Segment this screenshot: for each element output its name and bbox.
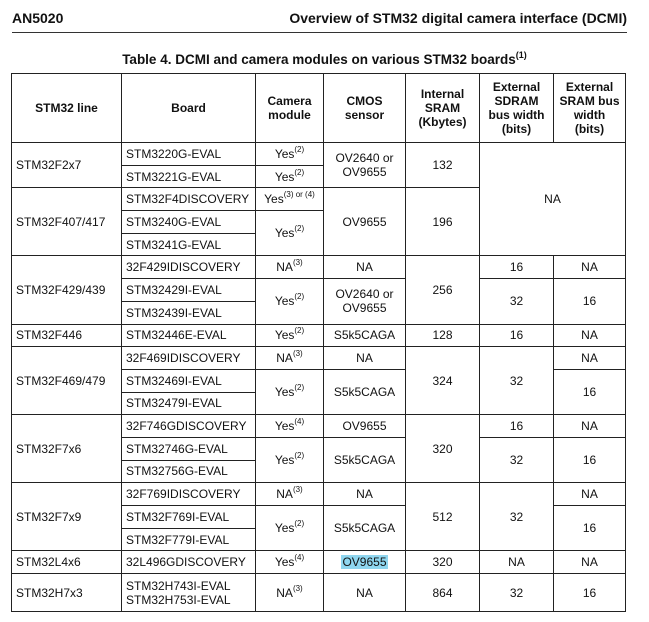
cell-board: STM32F769I-EVAL <box>122 506 256 529</box>
cell-sram: 864 <box>406 574 480 612</box>
cell-board: STM32F779I-EVAL <box>122 528 256 551</box>
cell-camera: Yes$^{(2)}$ <box>256 143 324 166</box>
cell-board: STM32439I-EVAL <box>122 301 256 324</box>
cell-camera: Yes$^{(2)}$ <box>256 279 324 324</box>
cell-camera: Yes$^{(2)}$ <box>256 211 324 256</box>
cell-sram: 320 <box>406 551 480 574</box>
table-row <box>12 483 626 506</box>
cell-sram: 132 <box>406 143 480 188</box>
cell-camera: Yes$^{(2)}$ <box>256 165 324 188</box>
cell-board: STM32469I-EVAL <box>122 369 256 392</box>
cell-camera: NA$^{(3)}$ <box>256 574 324 612</box>
header-row <box>12 74 626 143</box>
cell-sensor: OV9655 <box>324 415 406 438</box>
cell-sensor-highlighted <box>324 551 406 574</box>
cell-camera: NA$^{(3)}$ <box>256 483 324 506</box>
cell-line: STM32F7x6 <box>12 415 122 483</box>
cell-camera: Yes$^{(4)}$ <box>256 415 324 438</box>
table-row <box>12 143 626 166</box>
cell-ext-sram: 16 <box>554 369 626 414</box>
cell-line: STM32H7x3 <box>12 574 122 612</box>
cell-camera: Yes$^{(2)}$ <box>256 437 324 482</box>
cell-ext-sram: 16 <box>554 437 626 482</box>
cell-sdram: 16 <box>480 324 554 347</box>
cell-ext-sram: NA <box>554 324 626 347</box>
cell-camera: NA$^{(3)}$ <box>256 347 324 370</box>
cell-line: STM32F7x9 <box>12 483 122 551</box>
cell-ext-sram: NA <box>554 415 626 438</box>
col-header: STM32 line <box>12 74 122 143</box>
cell-sdram: NA <box>480 551 554 574</box>
cell-board: STM3220G-EVAL <box>122 143 256 166</box>
cell-sensor: OV2640 or OV9655 <box>324 279 406 324</box>
cell-board: STM32H743I-EVAL STM32H753I-EVAL <box>122 574 256 612</box>
dcmi-table <box>11 73 626 612</box>
cell-sensor: NA <box>324 574 406 612</box>
cell-sram: 320 <box>406 415 480 483</box>
header-rule <box>12 32 627 33</box>
cell-camera: Yes$^{(4)}$ <box>256 551 324 574</box>
cell-line: STM32L4x6 <box>12 551 122 574</box>
cell-sram: 512 <box>406 483 480 551</box>
cell-sram: 196 <box>406 188 480 256</box>
table-caption <box>0 49 649 67</box>
cell-board: STM32479I-EVAL <box>122 392 256 415</box>
cell-line: STM32F446 <box>12 324 122 347</box>
cell-sensor: S5k5CAGA <box>324 324 406 347</box>
cell-sram: 256 <box>406 256 480 324</box>
cell-board: 32L496GDISCOVERY <box>122 551 256 574</box>
cell-board: STM3241G-EVAL <box>122 233 256 256</box>
cell-board: 32F469IDISCOVERY <box>122 347 256 370</box>
cell-board: STM3221G-EVAL <box>122 165 256 188</box>
cell-ext-sram: NA <box>554 483 626 506</box>
cell-board: STM32446E-EVAL <box>122 324 256 347</box>
cell-camera: Yes$^{(3) or (4)}$ <box>256 188 324 211</box>
cell-sram: 128 <box>406 324 480 347</box>
table-row <box>12 256 626 279</box>
page-header-title: Overview of STM32 digital camera interface (DCMI) <box>289 10 627 26</box>
cell-camera: Yes$^{(2)}$ <box>256 369 324 414</box>
cell-sensor: S5k5CAGA <box>324 506 406 551</box>
cell-board: STM32429I-EVAL <box>122 279 256 302</box>
cell-line: STM32F469/479 <box>12 347 122 415</box>
cell-line: STM32F429/439 <box>12 256 122 324</box>
cell-sensor: NA <box>324 347 406 370</box>
cell-sdram: 16 <box>480 256 554 279</box>
cell-camera: NA$^{(3)}$ <box>256 256 324 279</box>
cell-camera: Yes$^{(2)}$ <box>256 324 324 347</box>
cell-sdram: 32 <box>480 483 554 551</box>
cell-sensor: OV9655 <box>324 188 406 256</box>
cell-sdram: 32 <box>480 279 554 324</box>
cell-ext-sram: NA <box>554 551 626 574</box>
col-header: Internal SRAM (Kbytes) <box>406 74 480 143</box>
cell-board: STM3240G-EVAL <box>122 211 256 234</box>
caption-note: (1) <box>515 49 527 60</box>
doc-id: AN5020 <box>12 10 64 26</box>
cell-sensor: OV2640 or OV9655 <box>324 143 406 188</box>
col-header: Camera module <box>256 74 324 143</box>
caption-text: Table 4. DCMI and camera modules on various STM32 boards <box>122 52 516 67</box>
cell-line: STM32F407/417 <box>12 188 122 256</box>
cell-sdram: 32 <box>480 437 554 482</box>
col-header: External SRAM bus width (bits) <box>554 74 626 143</box>
cell-ext-sram: 16 <box>554 574 626 612</box>
table-row <box>12 551 626 574</box>
cell-ext-sram: NA <box>554 347 626 370</box>
cell-ext-sram: NA <box>554 256 626 279</box>
cell-board: 32F769IDISCOVERY <box>122 483 256 506</box>
cell-line: STM32F2x7 <box>12 143 122 188</box>
table-row <box>12 415 626 438</box>
cell-camera: Yes$^{(2)}$ <box>256 506 324 551</box>
col-header: CMOS sensor <box>324 74 406 143</box>
col-header: Board <box>122 74 256 143</box>
cell-sensor: S5k5CAGA <box>324 369 406 414</box>
cell-ext-sram: 16 <box>554 506 626 551</box>
cell-board: 32F746GDISCOVERY <box>122 415 256 438</box>
cell-sdram: 16 <box>480 415 554 438</box>
table-row <box>12 574 626 612</box>
cell-na-merged: NA <box>480 143 626 256</box>
table-row <box>12 324 626 347</box>
selection-highlight[interactable]: OV9655 <box>342 555 387 570</box>
cell-board: STM32756G-EVAL <box>122 460 256 483</box>
col-header: External SDRAM bus width (bits) <box>480 74 554 143</box>
table-row <box>12 347 626 370</box>
cell-board: STM32F4DISCOVERY <box>122 188 256 211</box>
cell-board: STM32746G-EVAL <box>122 437 256 460</box>
cell-board: 32F429IDISCOVERY <box>122 256 256 279</box>
cell-sensor: S5k5CAGA <box>324 437 406 482</box>
cell-sensor: NA <box>324 483 406 506</box>
cell-ext-sram: 16 <box>554 279 626 324</box>
cell-sensor: NA <box>324 256 406 279</box>
cell-sdram: 32 <box>480 574 554 612</box>
cell-sram: 324 <box>406 347 480 415</box>
cell-sdram: 32 <box>480 347 554 415</box>
